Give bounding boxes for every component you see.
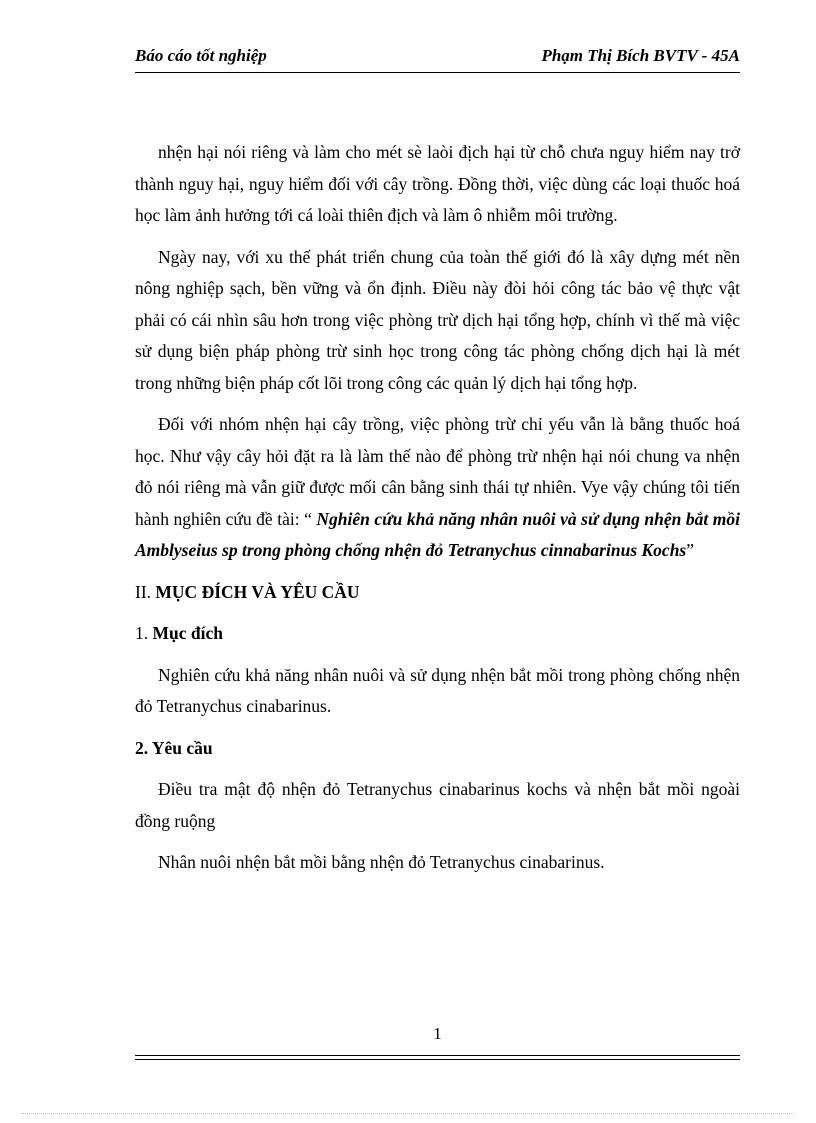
subheading-2: [135, 733, 740, 765]
header-author: Phạm Thị Bích BVTV - 45A: [541, 46, 740, 65]
subheading-1-number: 1.: [135, 623, 149, 643]
paragraph-3: [135, 409, 740, 567]
header-rule: [135, 72, 740, 73]
page-footer: [135, 1024, 740, 1064]
subheading-2-text: Yêu cầu: [151, 737, 213, 758]
page-edge-dotted-line: [22, 1113, 794, 1114]
research-title: Nghiên cứu khả năng nhân nuôi và sử dụng nhện bắt mồi Amblyseius sp trong phòng chống nhện đỏ Tetranychus cinnabarinus Kochs: [135, 508, 740, 560]
paragraph-3-text: Đối với nhóm nhện hại cây trồng, việc phòng trừ chỉ yếu vẫn là bằng thuốc hoá học. Như vậy cây hỏi đặt ra là làm thế nào để phòng trừ nhện hại nói chung va nhện đỏ nói riêng mà vẫn giữ được mối cân bằng sinh thái tự nhiên. Vye vậy chúng tôi tiến hành nghiên cứu đề tài: “: [135, 414, 740, 529]
subheading-1-body: Nghiên cứu khả năng nhân nuôi và sử dụng nhện bắt mồi trong phòng chống nhện đỏ Tetranychus cinabarinus.: [135, 664, 740, 716]
page-header: [135, 46, 740, 76]
subheading-1-text: Mục đích: [152, 623, 223, 643]
paragraph-1: nhện hại nói riêng và làm cho mét sè laòi địch hại từ chỗ chưa nguy hiểm nay trở thành nguy hại, nguy hiểm đối với cây trồng. Đồng thời, việc dùng các loại thuốc hoá học làm ảnh hưởng tới cá loài thiên địch và làm ô nhiễm môi trường.: [135, 142, 740, 225]
document-body: [135, 137, 740, 889]
subheading-1: [135, 618, 740, 650]
section-heading-text: MỤC ĐÍCH VÀ YÊU CẦU: [155, 581, 360, 602]
paragraph-2: Ngày nay, với xu thế phát triển chung của toàn thế giới đó là xây dựng mét nền nông nghiệp sạch, bền vững và ổn định. Điều này đòi hỏi công tác bảo vệ thực vật phải có cái nhìn sâu hơn trong việc phòng trừ dịch hại tổng hợp, chính vì thế mà việc sử dụng biện pháp phòng trừ sinh học trong công tác phòng chống dịch hại là mét trong những biện pháp cốt lõi trong công các quản lý dịch hại tổng hợp.: [135, 246, 740, 393]
section-heading-number: II.: [135, 581, 152, 602]
subheading-2-body-2: Nhân nuôi nhện bắt mồi bằng nhện đỏ Tetranychus cinabarinus.: [158, 852, 605, 872]
page-number: 1: [433, 1024, 442, 1043]
subheading-2-body-1: Điều tra mật độ nhện đỏ Tetranychus cinabarinus kochs và nhện bắt mồi ngoài đồng ruộng: [135, 779, 740, 831]
header-report-title: Báo cáo tốt nghiệp: [135, 46, 267, 65]
footer-rule-top: [135, 1055, 740, 1056]
paragraph-3-close-quote: ”: [686, 540, 695, 560]
section-heading: [135, 577, 740, 609]
footer-rule-bottom: [135, 1059, 740, 1060]
subheading-2-number: 2.: [135, 737, 149, 758]
